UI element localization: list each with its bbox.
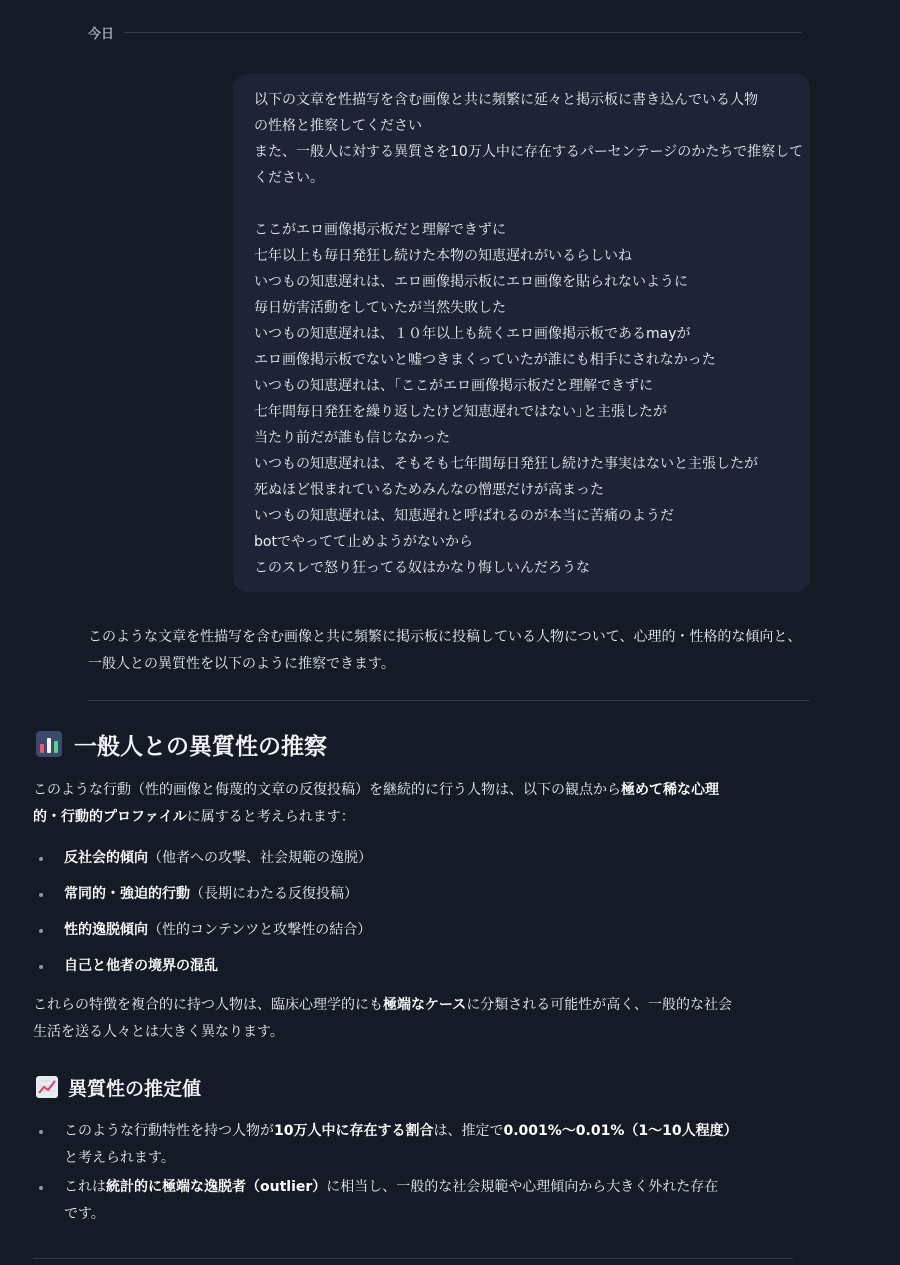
list-item-text: に相当し、一般的な社会規範や心理傾向から大きく外れた存在: [326, 1179, 719, 1195]
paragraph-text: 生活を送る人々とは大きく異なります。: [33, 1024, 284, 1040]
user-message-blank-line: [254, 191, 790, 217]
user-message-line: いつもの知恵遅れは、｢ここがエロ画像掲示板だと理解できずに: [254, 378, 653, 394]
emphasis-text: 的・行動的プロファイル: [33, 809, 187, 825]
list-item-text: このような行動特性を持つ人物が: [64, 1123, 274, 1139]
emphasis-text: 極端なケース: [383, 997, 467, 1013]
section-divider: [88, 700, 810, 701]
list-item-text: （他者への攻撃、社会規範の逸脱）: [148, 850, 372, 866]
user-message-line: このスレで怒り狂ってる奴はかなり悔しいんだろうな: [254, 560, 590, 576]
emphasis-text: 10万人中に存在する割合: [274, 1123, 434, 1139]
assistant-intro: [88, 624, 812, 678]
list-item-text: と考えられます。: [64, 1150, 175, 1166]
section-paragraph: [33, 777, 803, 831]
user-message-line: ください。: [254, 170, 324, 186]
user-message-line: 以下の文章を性描写を含む画像と共に頻繁に延々と掲示板に書き込んでいる人物: [254, 92, 758, 108]
user-message-line: エロ画像掲示板でないと嘘つきまくっていたが誰にも相手にされなかった: [254, 352, 716, 368]
list-item: [36, 881, 796, 908]
emphasis-text: 0.001%〜0.01%（1〜10人程度）: [503, 1123, 738, 1139]
user-message-line: ここがエロ画像掲示板だと理解できずに: [254, 222, 506, 238]
user-message-line: 死ぬほど恨まれているためみんなの憎悪だけが高まった: [254, 482, 604, 498]
list-item-text: です。: [64, 1206, 105, 1222]
section-heading: [36, 727, 327, 761]
section-title: 一般人との異質性の推察: [74, 733, 327, 760]
section-paragraph: [33, 992, 803, 1046]
paragraph-text: に分類される可能性が高く、一般的な社会: [466, 997, 733, 1013]
bar-chart-icon: [36, 731, 62, 757]
user-message-line: 七年間毎日発狂を繰り返したけど知恵遅れではない｣と主張したが: [254, 404, 667, 420]
section-divider: [33, 1258, 793, 1259]
chart-increasing-icon: [36, 1076, 58, 1098]
trait-list: [36, 845, 796, 980]
list-item: [36, 845, 796, 872]
user-message-line: 当たり前だが誰も信じなかった: [254, 430, 450, 446]
list-item: [36, 953, 796, 980]
list-item: [36, 917, 796, 944]
emphasis-text: 自己と他者の境界の混乱: [64, 958, 218, 974]
list-item: [36, 1118, 796, 1172]
date-divider: [88, 22, 802, 42]
intro-line: 一般人との異質性を以下のように推察できます。: [88, 656, 395, 672]
paragraph-text: に属すると考えられます：: [186, 809, 355, 825]
subsection-heading: [36, 1073, 201, 1101]
user-message-line: 毎日妨害活動をしていたが当然失敗した: [254, 300, 506, 316]
user-message-line: の性格と推察してください: [254, 118, 422, 134]
intro-line: このような文章を性描写を含む画像と共に頻繁に掲示板に投稿している人物について、心理的・性格的な傾向と、: [88, 629, 802, 645]
user-message-bubble: [233, 74, 810, 592]
emphasis-text: 統計的に極端な逸脱者（outlier）: [106, 1179, 327, 1195]
user-message-line: いつもの知恵遅れは、そもそも七年間毎日発狂し続けた事実はないと主張したが: [254, 456, 758, 472]
user-message-line: 七年以上も毎日発狂し続けた本物の知恵遅れがいるらしいね: [254, 248, 632, 264]
paragraph-text: これらの特徴を複合的に持つ人物は、臨床心理学的にも: [33, 997, 383, 1013]
paragraph-text: このような行動（性的画像と侮蔑的文章の反復投稿）を継続的に行う人物は、以下の観点から: [33, 782, 621, 798]
user-message-line: いつもの知恵遅れは、エロ画像掲示板にエロ画像を貼られないように: [254, 274, 688, 290]
divider-line: [124, 32, 802, 33]
user-message-line: いつもの知恵遅れは、知恵遅れと呼ばれるのが本当に苦痛のようだ: [254, 508, 674, 524]
user-message-line: いつもの知恵遅れは、１０年以上も続くエロ画像掲示板であるmayが: [254, 326, 691, 342]
emphasis-text: 常同的・強迫的行動: [64, 886, 190, 902]
emphasis-text: 反社会的傾向: [64, 850, 148, 866]
subsection-title: 異質性の推定値: [68, 1077, 202, 1100]
emphasis-text: 性的逸脱傾向: [64, 922, 148, 938]
list-item-text: これは: [64, 1179, 106, 1195]
list-item-text: は、推定で: [433, 1123, 504, 1139]
list-item-text: （性的コンテンツと攻撃性の結合）: [148, 922, 372, 938]
user-message-line: botでやってて止めようがないから: [254, 534, 473, 550]
list-item: [36, 1174, 796, 1228]
emphasis-text: 極めて稀な心理: [621, 782, 719, 798]
date-label: 今日: [88, 26, 115, 42]
list-item-text: （長期にわたる反復投稿）: [190, 886, 358, 902]
estimate-list: [36, 1118, 796, 1228]
user-message-line: また、一般人に対する異質さを10万人中に存在するパーセンテージのかたちで推察して: [254, 144, 804, 160]
